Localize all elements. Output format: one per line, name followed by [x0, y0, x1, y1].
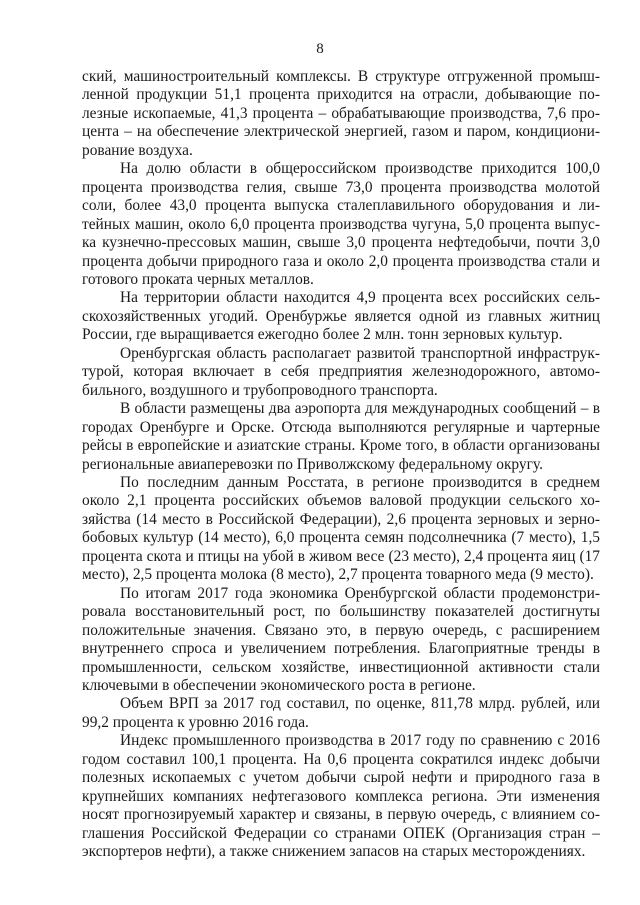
paragraph-industrial-index: Индекс промышленного производства в 2017 году по сравнению с 2016 годом составил 100,1 процента. На 0,6 процента сократился индекс добычи полезных ископаемых с учетом добычи сырой нефти и природного газа в крупнейших компаниях нефтегазового комплекса региона. Эти изменения носят прогнозируемый характер и связаны, в первую очередь, с влиянием соглашения Российской Федерации со странами ОПЕК (Организация стран – экспортеров нефти), а также снижением запасов на старых месторождениях. [82, 732, 600, 861]
paragraph-transport-infrastructure: Оренбургская область располагает развитой транспортной инфраструктурой, которая включает в себя предприятия железнодорожного, автомобильного, воздушного и трубопроводного транспорта. [82, 344, 600, 399]
paragraph-production-share: На долю области в общероссийском производстве приходится 100,0 процента производства гелия, свыше 73,0 процента производства молотой соли, более 43,0 процента выпуска сталеплавильного оборудования и литейных машин, около 6,0 процента производства чугуна, 5,0 процента выпуска кузнечно-прессовых машин, свыше 3,0 процента нефтедобычи, почти 3,0 процента добычи природного газа и около 2,0 процента производства стали и готового проката черных металлов. [82, 160, 600, 288]
paragraph-airports: В области размещены два аэропорта для международных сообщений – в городах Оренбурге и Орске. Отсюда выполняются регулярные и чартерные рейсы в европейские и азиатские страны. Кроме того, в области организованы региональные авиаперевозки по Приволжскому федеральному округу. [82, 400, 600, 473]
paragraph-agricultural-land: На территории области находится 4,9 процента всех российских сельскохозяйственных угодий. Оренбуржье является одной из главных житниц России, где выращивается ежегодно более 2 млн. тонн зерновых культур. [82, 289, 600, 344]
paragraph-rosstat-agriculture: По последним данным Росстата, в регионе производится в среднем около 2,1 процента российских объемов валовой продукции сельского хозяйства (14 место в Российской Федерации), 2,6 процента зерновых и зернобобовых культур (14 место), 6,0 процента семян подсолнечника (7 место), 1,5 процента скота и птицы на убой в живом весе (23 место), 2,4 процента яиц (17 место), 2,5 процента молока (8 место), 2,7 процента товарного меда (9 место). [82, 473, 600, 584]
document-body [82, 68, 600, 861]
paragraph-industry-structure: ский, машиностроительный комплексы. В структуре отгруженной промышленной продукции 51,1 процента приходится на отрасли, добывающие полезные ископаемые, 41,3 процента – обрабатывающие производства, 7,6 процента – на обеспечение электрической энергией, газом и паром, кондиционирование воздуха. [82, 68, 600, 159]
paragraph-economic-recovery: По итогам 2017 года экономика Оренбургской области продемонстрировала восстановительный рост, по большинству показателей достигнуты положительные значения. Связано это, в первую очередь, с расширением внутреннего спроса и увеличением потребления. Благоприятные тренды в промышленности, сельском хозяйстве, инвестиционной активности стали ключевыми в обеспечении экономического роста в регионе. [82, 584, 600, 694]
paragraph-grp: Объем ВРП за 2017 год составил, по оценке, 811,78 млрд. рублей, или 99,2 процента к уровню 2016 года. [82, 695, 600, 731]
page-number: 8 [316, 41, 324, 57]
